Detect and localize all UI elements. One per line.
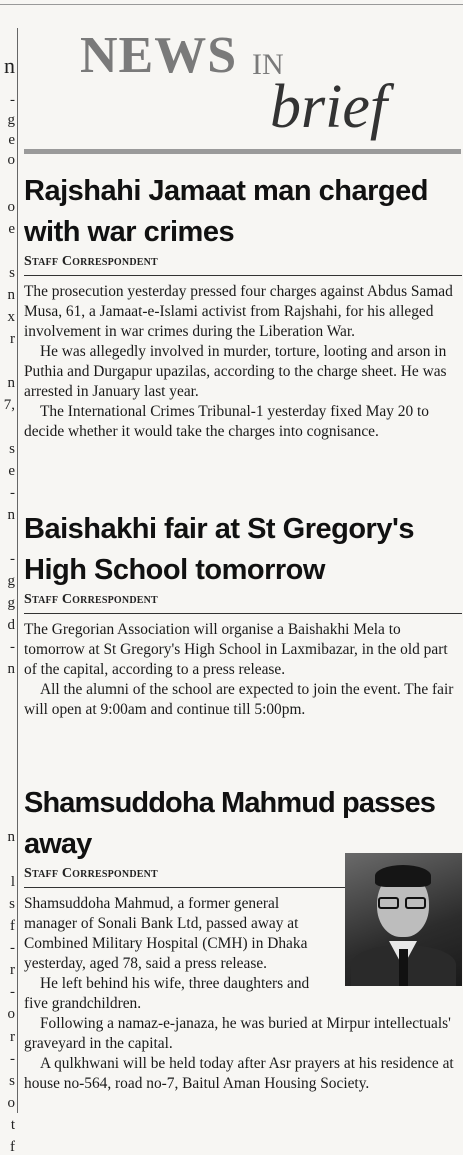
fragment-char: e <box>8 132 15 148</box>
fragment-char: g <box>7 573 15 589</box>
fragment-char: - <box>10 940 15 956</box>
fragment-char: r <box>10 331 15 347</box>
photo-hair <box>375 865 431 887</box>
masthead-news: NEWS <box>80 27 238 84</box>
article-paragraph: The International Crimes Tribunal-1 yesterday fixed May 20 to decide whether it would take the charges into cognisance. <box>24 403 429 440</box>
fragment-char: n <box>7 829 15 845</box>
fragment-char: n <box>4 53 15 78</box>
fragment-char: s <box>9 896 15 912</box>
fragment-char: s <box>9 265 15 281</box>
article-paragraph: All the alumni of the school are expected to join the event. The fair will open at 9:00am and continue till 5:00pm. <box>24 681 454 718</box>
fragment-char: e <box>8 463 15 479</box>
fragment-char: r <box>10 1029 15 1045</box>
fragment-char: o <box>7 152 15 168</box>
fragment-char: d <box>7 617 15 633</box>
fragment-char: o <box>7 1095 15 1111</box>
article-paragraph: He left behind his wife, three daughters and five grandchildren. <box>24 975 310 1012</box>
fragment-char: o <box>7 199 15 215</box>
headline-line: Shamsuddoha Mahmud passes away <box>24 787 435 860</box>
portrait-photo <box>345 853 462 986</box>
headline-line: with war crimes <box>24 216 235 248</box>
fragment-char: t <box>10 1117 15 1133</box>
article-byline: Staff Correspondent <box>24 254 158 269</box>
article-shamsuddoha-obituary <box>24 783 462 1094</box>
byline-rule <box>24 613 462 614</box>
fragment-char: e <box>8 221 15 237</box>
fragment-char: x <box>7 309 15 325</box>
article-paragraph: Shamsuddoha Mahmud, a former general manager of Sonali Bank Ltd, passed away at Combined Military Hospital (CMH) in Dhaka yesterday, aged 78, said a press release. <box>24 895 308 972</box>
section-masthead <box>24 20 461 150</box>
photo-glasses <box>378 897 428 910</box>
fragment-char: r <box>10 962 15 978</box>
masthead-in: IN <box>252 48 284 81</box>
headline-line: Rajshahi Jamaat man charged <box>24 175 428 207</box>
fragment-char: - <box>10 92 15 108</box>
fragment-char: n <box>7 507 15 523</box>
top-rule <box>0 4 463 5</box>
article-paragraph: A qulkhwani will be held today after Asr prayers at his residence at house no-564, road no-7, Baitul Aman Housing Society. <box>24 1055 454 1092</box>
photo-tie <box>399 949 408 986</box>
fragment-char: f <box>10 1139 15 1155</box>
article-byline: Staff Correspondent <box>24 592 158 607</box>
column-divider <box>17 28 18 1113</box>
fragment-char: s <box>9 1073 15 1089</box>
headline-line: High School tomorrow <box>24 554 325 586</box>
fragment-char: - <box>10 485 15 501</box>
article-headline <box>24 509 462 591</box>
fragment-char: - <box>10 639 15 655</box>
article-paragraph: Following a namaz-e-janaza, he was buried at Mirpur intellectuals' graveyard in the capital. <box>24 1015 451 1052</box>
article-headline <box>24 171 462 253</box>
fragment-char: g <box>7 112 15 128</box>
headline-line: Baishakhi fair at St Gregory's <box>24 513 414 545</box>
fragment-char: l <box>10 874 15 890</box>
article-rajshahi-jamaat <box>24 171 462 442</box>
article-byline: Staff Correspondent <box>24 866 158 881</box>
article-paragraph: The prosecution yesterday pressed four charges against Abdus Samad Musa, 61, a Jamaat-e-Islami activist from Rajshahi, for his alleged involvement in war crimes during the Liberation War. <box>24 283 453 340</box>
article-baishakhi-fair <box>24 509 462 720</box>
fragment-char: f <box>10 918 15 934</box>
fragment-char: n <box>7 661 15 677</box>
fragment-char: n <box>7 287 15 303</box>
fragment-char: - <box>10 551 15 567</box>
fragment-char: o <box>7 1006 15 1022</box>
fragment-char: - <box>10 984 15 1000</box>
masthead-brief: brief <box>270 73 388 141</box>
fragment-char: n <box>7 375 15 391</box>
fragment-char: - <box>10 1051 15 1067</box>
article-paragraph: The Gregorian Association will organise a Baishakhi Mela to tomorrow at St Gregory's High School in Laxmibazar, in the old part of the capital, according to a press release. <box>24 621 448 678</box>
article-paragraph: He was allegedly involved in murder, torture, looting and arson in Puthia and Durgapur upazilas, according to the charge sheet. He was arrested in January last year. <box>24 343 447 400</box>
fragment-char: g <box>7 595 15 611</box>
byline-rule <box>24 275 462 276</box>
masthead-rule <box>24 149 461 154</box>
adjacent-column-fragment <box>0 53 16 1155</box>
fragment-char: s <box>9 441 15 457</box>
fragment-char: 7, <box>3 397 15 413</box>
